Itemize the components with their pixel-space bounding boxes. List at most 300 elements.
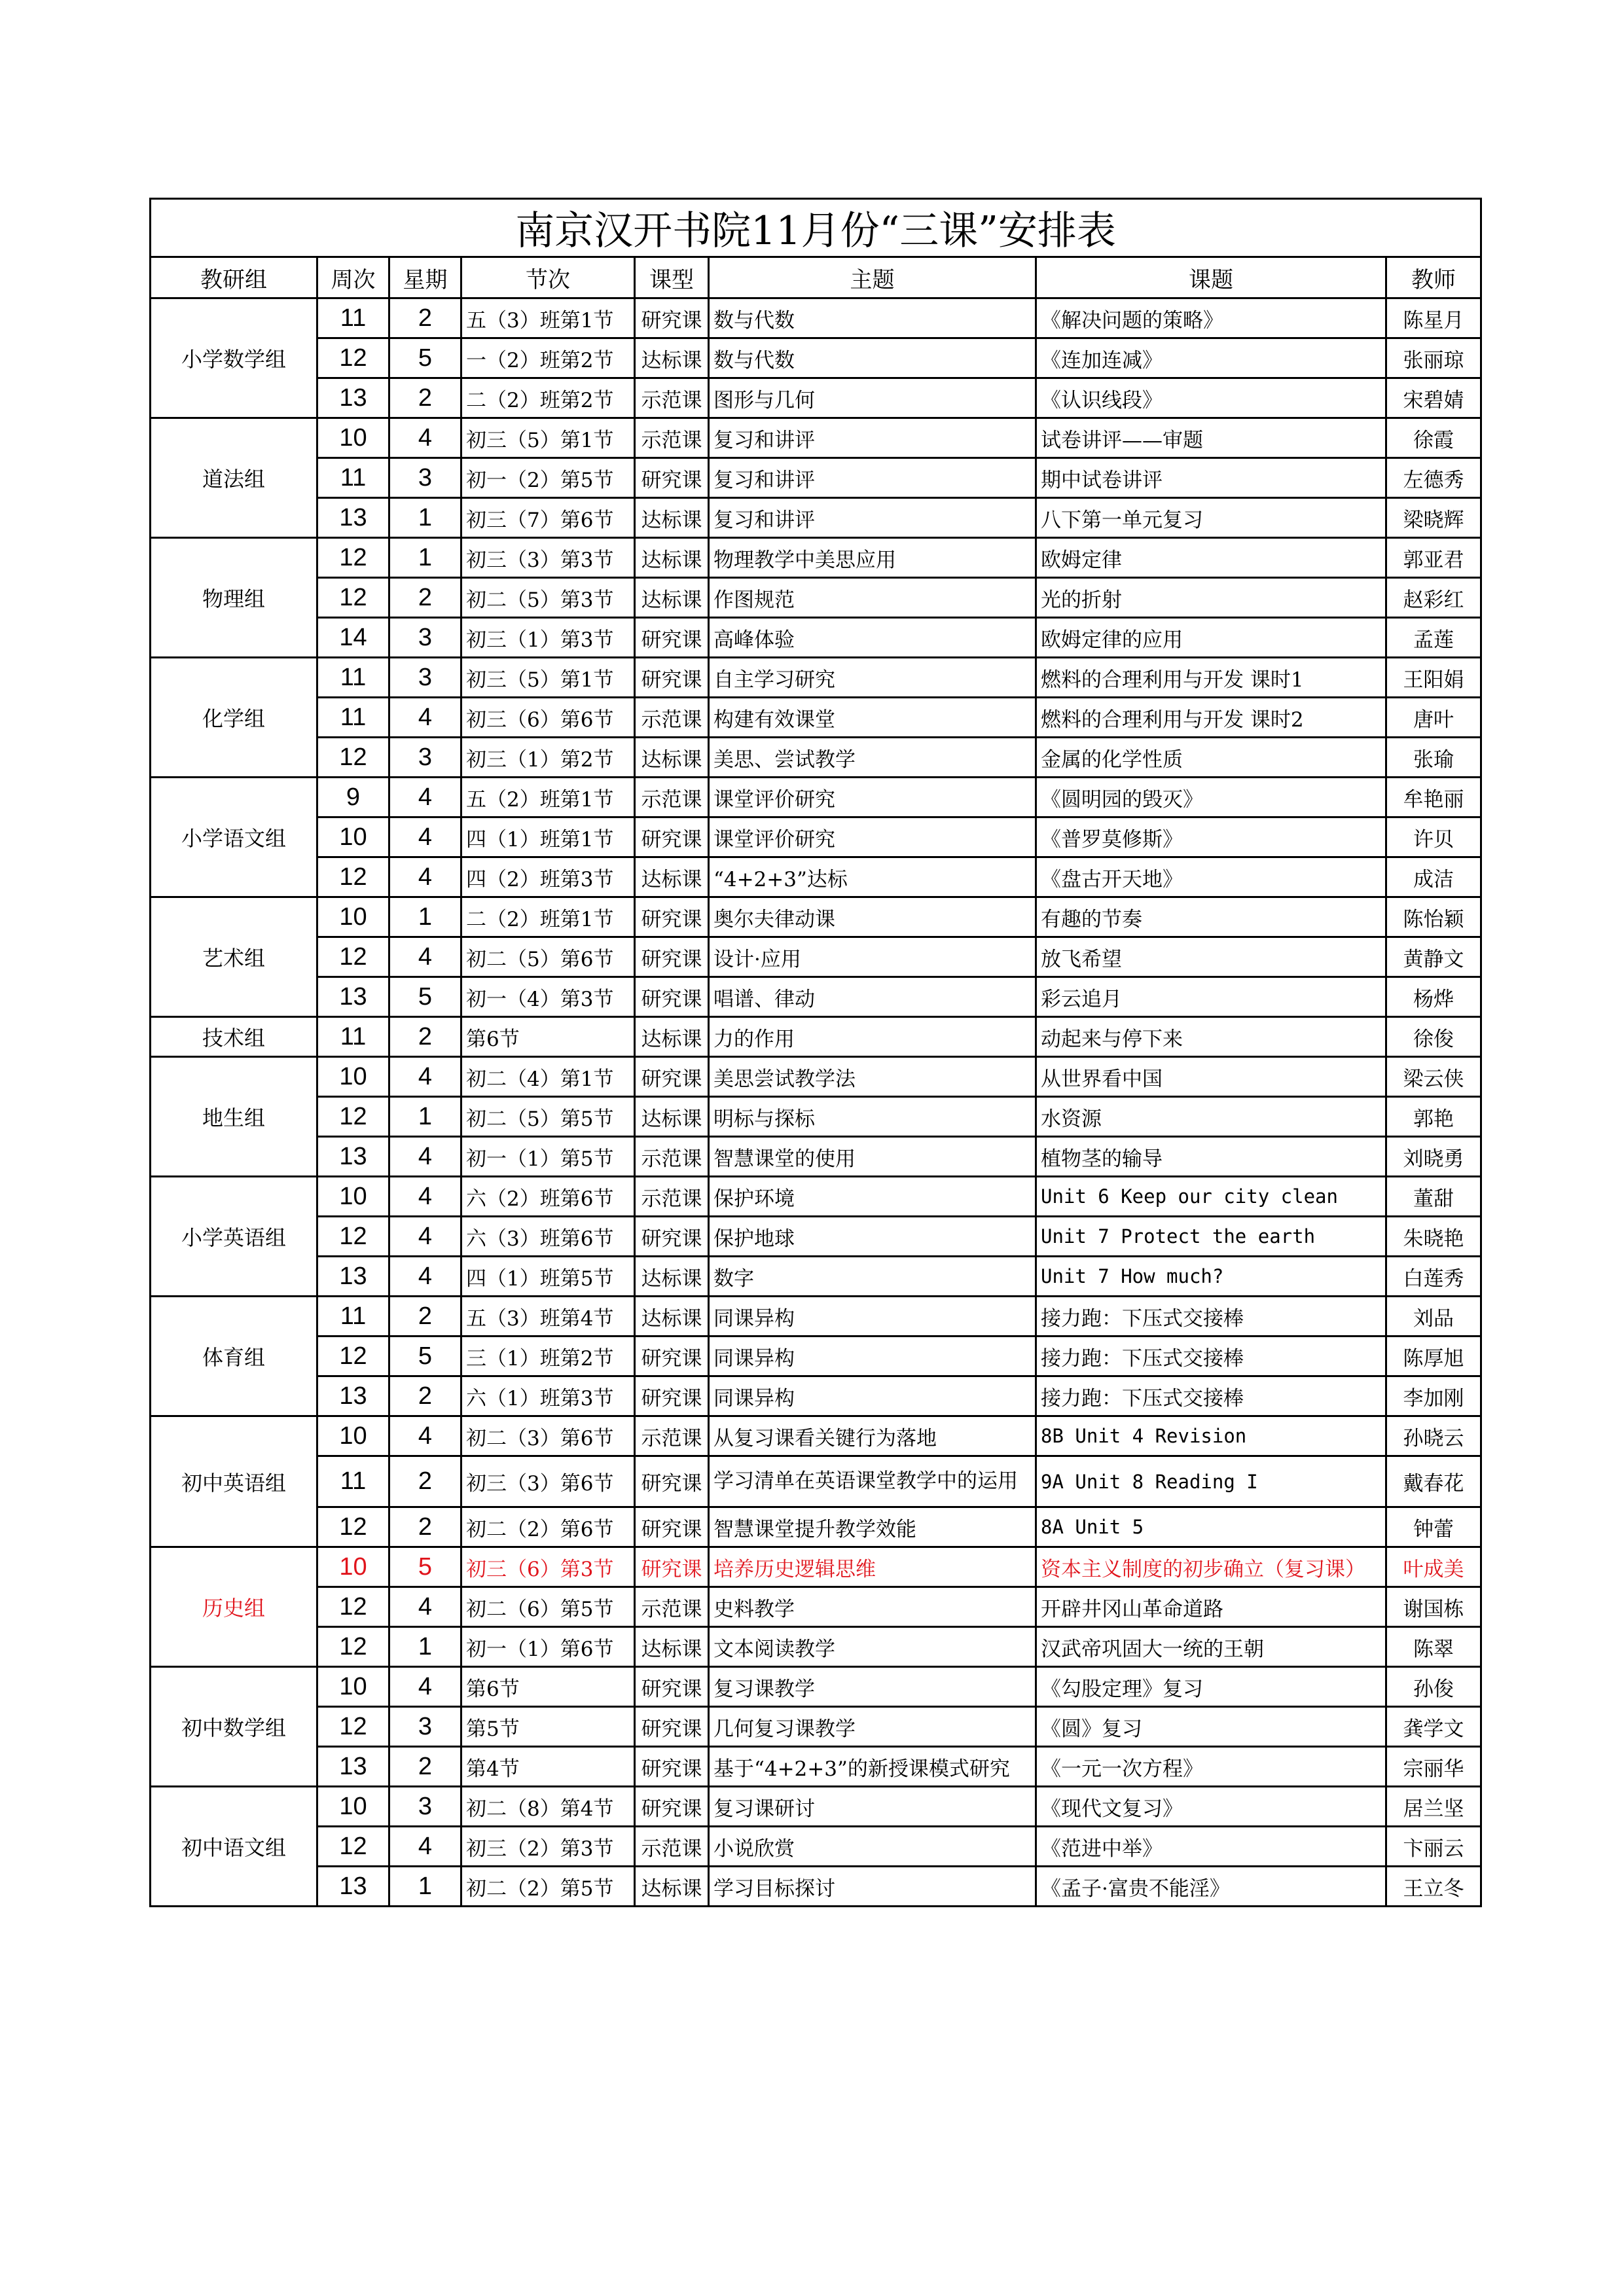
table-row [151, 618, 1481, 658]
lesson-type-cell: 研究课 [635, 1707, 709, 1747]
column-header: 教研组 [151, 257, 317, 298]
lesson-type-cell: 达标课 [635, 1297, 709, 1336]
lesson-type-cell: 示范课 [635, 418, 709, 458]
weekday-cell: 4 [389, 778, 461, 817]
lesson-type-cell: 达标课 [635, 538, 709, 578]
theme-cell: 几何复习课教学 [709, 1707, 1036, 1747]
period-cell: 初三（1）第3节 [461, 618, 635, 658]
weekday-cell: 1 [389, 1627, 461, 1667]
theme-cell: 文本阅读教学 [709, 1627, 1036, 1667]
column-header: 节次 [461, 257, 635, 298]
week-cell: 12 [317, 578, 389, 618]
lesson-type-cell: 研究课 [635, 817, 709, 857]
weekday-cell: 4 [389, 1587, 461, 1627]
group-name-cell: 艺术组 [151, 897, 317, 1017]
period-cell: 初二（2）第6节 [461, 1507, 635, 1547]
teacher-cell: 杨烨 [1386, 977, 1481, 1017]
weekday-cell: 2 [389, 1456, 461, 1507]
week-cell: 11 [317, 1456, 389, 1507]
table-row [151, 1507, 1481, 1547]
table-row [151, 578, 1481, 618]
table-row [151, 498, 1481, 538]
table-row [151, 1587, 1481, 1627]
table-row [151, 698, 1481, 738]
weekday-cell: 4 [389, 1667, 461, 1707]
group-name-cell: 道法组 [151, 418, 317, 538]
period-cell: 初二（5）第6节 [461, 937, 635, 977]
theme-cell: 设计·应用 [709, 937, 1036, 977]
topic-cell: 试卷讲评——审题 [1036, 418, 1386, 458]
week-cell: 14 [317, 618, 389, 658]
topic-cell: 欧姆定律的应用 [1036, 618, 1386, 658]
weekday-cell: 4 [389, 1257, 461, 1297]
teacher-cell: 谢国栋 [1386, 1587, 1481, 1627]
theme-cell: 数字 [709, 1257, 1036, 1297]
weekday-cell: 4 [389, 1217, 461, 1257]
lesson-type-cell: 达标课 [635, 738, 709, 778]
topic-cell: 接力跑：下压式交接棒 [1036, 1336, 1386, 1376]
theme-cell: “4+2+3”达标 [709, 857, 1036, 897]
teacher-cell: 赵彩红 [1386, 578, 1481, 618]
teacher-cell: 黄静文 [1386, 937, 1481, 977]
group-name-cell: 历史组 [151, 1547, 317, 1667]
group-name-cell: 地生组 [151, 1057, 317, 1177]
theme-cell: 从复习课看关键行为落地 [709, 1416, 1036, 1456]
teacher-cell: 陈怡颖 [1386, 897, 1481, 937]
week-cell: 10 [317, 817, 389, 857]
theme-cell: 小说欣赏 [709, 1827, 1036, 1867]
teacher-cell: 叶成美 [1386, 1547, 1481, 1587]
topic-cell: 《连加连减》 [1036, 338, 1386, 378]
teacher-cell: 董甜 [1386, 1177, 1481, 1217]
lesson-type-cell: 研究课 [635, 1787, 709, 1827]
lesson-type-cell: 研究课 [635, 1747, 709, 1787]
topic-cell: 资本主义制度的初步确立（复习课） [1036, 1547, 1386, 1587]
week-cell: 12 [317, 338, 389, 378]
theme-cell: 课堂评价研究 [709, 778, 1036, 817]
table-row [151, 458, 1481, 498]
weekday-cell: 2 [389, 378, 461, 418]
topic-cell: 汉武帝巩固大一统的王朝 [1036, 1627, 1386, 1667]
theme-cell: 复习课研讨 [709, 1787, 1036, 1827]
topic-cell: 9A Unit 8 Reading I [1036, 1456, 1386, 1507]
topic-cell: 《现代文复习》 [1036, 1787, 1386, 1827]
theme-cell: 智慧课堂的使用 [709, 1137, 1036, 1177]
period-cell: 第6节 [461, 1667, 635, 1707]
weekday-cell: 1 [389, 1867, 461, 1907]
teacher-cell: 孙晓云 [1386, 1416, 1481, 1456]
week-cell: 10 [317, 1787, 389, 1827]
lesson-type-cell: 达标课 [635, 1017, 709, 1057]
table-row [151, 1217, 1481, 1257]
topic-cell: 光的折射 [1036, 578, 1386, 618]
weekday-cell: 1 [389, 538, 461, 578]
table-row [151, 1456, 1481, 1507]
topic-cell: 8A Unit 5 [1036, 1507, 1386, 1547]
teacher-cell: 居兰坚 [1386, 1787, 1481, 1827]
week-cell: 10 [317, 1667, 389, 1707]
teacher-cell: 白莲秀 [1386, 1257, 1481, 1297]
table-row [151, 1257, 1481, 1297]
lesson-type-cell: 示范课 [635, 1587, 709, 1627]
table-row [151, 378, 1481, 418]
lesson-type-cell: 研究课 [635, 298, 709, 338]
lesson-type-cell: 示范课 [635, 1416, 709, 1456]
week-cell: 12 [317, 1097, 389, 1137]
week-cell: 9 [317, 778, 389, 817]
period-cell: 初一（4）第3节 [461, 977, 635, 1017]
lesson-type-cell: 研究课 [635, 937, 709, 977]
theme-cell: 构建有效课堂 [709, 698, 1036, 738]
theme-cell: 复习和讲评 [709, 458, 1036, 498]
lesson-type-cell: 研究课 [635, 1547, 709, 1587]
teacher-cell: 陈星月 [1386, 298, 1481, 338]
table-row [151, 937, 1481, 977]
column-header: 主题 [709, 257, 1036, 298]
week-cell: 10 [317, 1057, 389, 1097]
theme-cell: 高峰体验 [709, 618, 1036, 658]
period-cell: 初二（5）第5节 [461, 1097, 635, 1137]
topic-cell: 从世界看中国 [1036, 1057, 1386, 1097]
table-row [151, 1297, 1481, 1336]
table-row [151, 338, 1481, 378]
theme-cell: 自主学习研究 [709, 658, 1036, 698]
theme-cell: 基于“4+2+3”的新授课模式研究 [709, 1747, 1036, 1787]
teacher-cell: 刘品 [1386, 1297, 1481, 1336]
topic-cell: 彩云追月 [1036, 977, 1386, 1017]
period-cell: 初三（2）第3节 [461, 1827, 635, 1867]
theme-cell: 学习清单在英语课堂教学中的运用 [709, 1456, 1036, 1507]
period-cell: 四（1）班第5节 [461, 1257, 635, 1297]
period-cell: 六（3）班第6节 [461, 1217, 635, 1257]
lesson-type-cell: 达标课 [635, 1097, 709, 1137]
topic-cell: 《范进中举》 [1036, 1827, 1386, 1867]
theme-cell: 美思、尝试教学 [709, 738, 1036, 778]
column-header: 课题 [1036, 257, 1386, 298]
lesson-type-cell: 示范课 [635, 378, 709, 418]
lesson-type-cell: 研究课 [635, 1336, 709, 1376]
theme-cell: 培养历史逻辑思维 [709, 1547, 1036, 1587]
teacher-cell: 成洁 [1386, 857, 1481, 897]
week-cell: 13 [317, 1867, 389, 1907]
table-row [151, 298, 1481, 338]
weekday-cell: 2 [389, 1297, 461, 1336]
weekday-cell: 2 [389, 1747, 461, 1787]
weekday-cell: 1 [389, 1097, 461, 1137]
group-name-cell: 小学数学组 [151, 298, 317, 418]
week-cell: 10 [317, 897, 389, 937]
teacher-cell: 宋碧婧 [1386, 378, 1481, 418]
group-name-cell: 初中语文组 [151, 1787, 317, 1907]
period-cell: 二（2）班第1节 [461, 897, 635, 937]
topic-cell: 接力跑：下压式交接棒 [1036, 1376, 1386, 1416]
period-cell: 初三（7）第6节 [461, 498, 635, 538]
theme-cell: 物理教学中美思应用 [709, 538, 1036, 578]
lesson-type-cell: 达标课 [635, 1867, 709, 1907]
topic-cell: 植物茎的输导 [1036, 1137, 1386, 1177]
weekday-cell: 3 [389, 658, 461, 698]
period-cell: 初三（3）第3节 [461, 538, 635, 578]
week-cell: 13 [317, 378, 389, 418]
table-row [151, 1376, 1481, 1416]
topic-cell: Unit 7 Protect the earth [1036, 1217, 1386, 1257]
teacher-cell: 唐叶 [1386, 698, 1481, 738]
period-cell: 初二（5）第3节 [461, 578, 635, 618]
weekday-cell: 2 [389, 298, 461, 338]
theme-cell: 史料教学 [709, 1587, 1036, 1627]
table-row [151, 1177, 1481, 1217]
period-cell: 五（3）班第4节 [461, 1297, 635, 1336]
topic-cell: 《孟子·富贵不能淫》 [1036, 1867, 1386, 1907]
weekday-cell: 3 [389, 1707, 461, 1747]
period-cell: 初一（1）第5节 [461, 1137, 635, 1177]
weekday-cell: 2 [389, 578, 461, 618]
week-cell: 13 [317, 1137, 389, 1177]
table-row [151, 538, 1481, 578]
week-cell: 11 [317, 1297, 389, 1336]
theme-cell: 明标与探标 [709, 1097, 1036, 1137]
teacher-cell: 李加刚 [1386, 1376, 1481, 1416]
week-cell: 13 [317, 498, 389, 538]
table-row [151, 1097, 1481, 1137]
period-cell: 初一（1）第6节 [461, 1627, 635, 1667]
theme-cell: 学习目标探讨 [709, 1867, 1036, 1907]
teacher-cell: 龚学文 [1386, 1707, 1481, 1747]
period-cell: 初二（6）第5节 [461, 1587, 635, 1627]
table-row [151, 1336, 1481, 1376]
period-cell: 一（2）班第2节 [461, 338, 635, 378]
topic-cell: 期中试卷讲评 [1036, 458, 1386, 498]
weekday-cell: 2 [389, 1376, 461, 1416]
week-cell: 12 [317, 937, 389, 977]
theme-cell: 同课异构 [709, 1336, 1036, 1376]
teacher-cell: 宗丽华 [1386, 1747, 1481, 1787]
theme-cell: 数与代数 [709, 338, 1036, 378]
column-header: 教师 [1386, 257, 1481, 298]
weekday-cell: 4 [389, 1177, 461, 1217]
topic-cell: Unit 6 Keep our city clean [1036, 1177, 1386, 1217]
theme-cell: 复习课教学 [709, 1667, 1036, 1707]
period-cell: 第5节 [461, 1707, 635, 1747]
period-cell: 六（2）班第6节 [461, 1177, 635, 1217]
week-cell: 11 [317, 698, 389, 738]
teacher-cell: 梁云侠 [1386, 1057, 1481, 1097]
weekday-cell: 2 [389, 1507, 461, 1547]
group-name-cell: 技术组 [151, 1017, 317, 1057]
table-row [151, 1787, 1481, 1827]
lesson-type-cell: 研究课 [635, 1057, 709, 1097]
topic-cell: 《认识线段》 [1036, 378, 1386, 418]
weekday-cell: 5 [389, 977, 461, 1017]
lesson-type-cell: 研究课 [635, 658, 709, 698]
topic-cell: 《圆》复习 [1036, 1707, 1386, 1747]
column-header: 周次 [317, 257, 389, 298]
topic-cell: 水资源 [1036, 1097, 1386, 1137]
theme-cell: 图形与几何 [709, 378, 1036, 418]
theme-cell: 同课异构 [709, 1376, 1036, 1416]
lesson-type-cell: 达标课 [635, 498, 709, 538]
week-cell: 12 [317, 1627, 389, 1667]
topic-cell: 开辟井冈山革命道路 [1036, 1587, 1386, 1627]
column-header: 课型 [635, 257, 709, 298]
teacher-cell: 牟艳丽 [1386, 778, 1481, 817]
table-row [151, 817, 1481, 857]
weekday-cell: 3 [389, 738, 461, 778]
period-cell: 初二（2）第5节 [461, 1867, 635, 1907]
week-cell: 12 [317, 1336, 389, 1376]
period-cell: 初三（5）第1节 [461, 418, 635, 458]
theme-cell: 智慧课堂提升教学效能 [709, 1507, 1036, 1547]
teacher-cell: 孟莲 [1386, 618, 1481, 658]
table-row [151, 1667, 1481, 1707]
table-row [151, 418, 1481, 458]
teacher-cell: 梁晓辉 [1386, 498, 1481, 538]
period-cell: 二（2）班第2节 [461, 378, 635, 418]
table-row [151, 1137, 1481, 1177]
topic-cell: 接力跑：下压式交接棒 [1036, 1297, 1386, 1336]
period-cell: 初一（2）第5节 [461, 458, 635, 498]
group-name-cell: 初中英语组 [151, 1416, 317, 1547]
topic-cell: 金属的化学性质 [1036, 738, 1386, 778]
teacher-cell: 王阳娟 [1386, 658, 1481, 698]
lesson-type-cell: 示范课 [635, 778, 709, 817]
lesson-type-cell: 研究课 [635, 1217, 709, 1257]
group-name-cell: 物理组 [151, 538, 317, 658]
week-cell: 11 [317, 458, 389, 498]
period-cell: 六（1）班第3节 [461, 1376, 635, 1416]
lesson-type-cell: 研究课 [635, 458, 709, 498]
topic-cell: 欧姆定律 [1036, 538, 1386, 578]
teacher-cell: 孙俊 [1386, 1667, 1481, 1707]
week-cell: 13 [317, 977, 389, 1017]
topic-cell: 动起来与停下来 [1036, 1017, 1386, 1057]
theme-cell: 奥尔夫律动课 [709, 897, 1036, 937]
column-header: 星期 [389, 257, 461, 298]
week-cell: 10 [317, 1547, 389, 1587]
week-cell: 12 [317, 1587, 389, 1627]
topic-cell: 《盘古开天地》 [1036, 857, 1386, 897]
week-cell: 13 [317, 1376, 389, 1416]
lesson-type-cell: 达标课 [635, 1627, 709, 1667]
period-cell: 初二（4）第1节 [461, 1057, 635, 1097]
weekday-cell: 1 [389, 498, 461, 538]
topic-cell: 8B Unit 4 Revision [1036, 1416, 1386, 1456]
topic-cell: 燃料的合理利用与开发 课时1 [1036, 658, 1386, 698]
weekday-cell: 3 [389, 618, 461, 658]
weekday-cell: 4 [389, 857, 461, 897]
lesson-type-cell: 达标课 [635, 857, 709, 897]
topic-cell: 《一元一次方程》 [1036, 1747, 1386, 1787]
topic-cell: 《普罗莫修斯》 [1036, 817, 1386, 857]
weekday-cell: 4 [389, 1137, 461, 1177]
lesson-type-cell: 研究课 [635, 1667, 709, 1707]
period-cell: 初二（3）第6节 [461, 1416, 635, 1456]
group-name-cell: 小学语文组 [151, 778, 317, 897]
weekday-cell: 4 [389, 937, 461, 977]
weekday-cell: 1 [389, 897, 461, 937]
table-row [151, 1867, 1481, 1907]
topic-cell: Unit 7 How much? [1036, 1257, 1386, 1297]
lesson-type-cell: 示范课 [635, 698, 709, 738]
period-cell: 第6节 [461, 1017, 635, 1057]
week-cell: 12 [317, 738, 389, 778]
week-cell: 13 [317, 1257, 389, 1297]
weekday-cell: 4 [389, 1827, 461, 1867]
lesson-type-cell: 达标课 [635, 578, 709, 618]
theme-cell: 复习和讲评 [709, 498, 1036, 538]
lesson-type-cell: 达标课 [635, 1257, 709, 1297]
table-row [151, 1827, 1481, 1867]
teacher-cell: 许贝 [1386, 817, 1481, 857]
teacher-cell: 陈翠 [1386, 1627, 1481, 1667]
week-cell: 11 [317, 658, 389, 698]
week-cell: 11 [317, 298, 389, 338]
teacher-cell: 陈厚旭 [1386, 1336, 1481, 1376]
lesson-type-cell: 研究课 [635, 897, 709, 937]
period-cell: 四（1）班第1节 [461, 817, 635, 857]
table-row [151, 1627, 1481, 1667]
group-name-cell: 体育组 [151, 1297, 317, 1416]
theme-cell: 保护环境 [709, 1177, 1036, 1217]
period-cell: 初三（5）第1节 [461, 658, 635, 698]
period-cell: 初三（6）第3节 [461, 1547, 635, 1587]
topic-cell: 燃料的合理利用与开发 课时2 [1036, 698, 1386, 738]
table-row [151, 1707, 1481, 1747]
period-cell: 初三（3）第6节 [461, 1456, 635, 1507]
group-name-cell: 化学组 [151, 658, 317, 778]
weekday-cell: 4 [389, 418, 461, 458]
teacher-cell: 徐俊 [1386, 1017, 1481, 1057]
teacher-cell: 左德秀 [1386, 458, 1481, 498]
period-cell: 三（1）班第2节 [461, 1336, 635, 1376]
period-cell: 五（3）班第1节 [461, 298, 635, 338]
period-cell: 五（2）班第1节 [461, 778, 635, 817]
weekday-cell: 5 [389, 1547, 461, 1587]
lesson-type-cell: 研究课 [635, 618, 709, 658]
period-cell: 四（2）班第3节 [461, 857, 635, 897]
theme-cell: 力的作用 [709, 1017, 1036, 1057]
topic-cell: 《圆明园的毁灭》 [1036, 778, 1386, 817]
lesson-type-cell: 示范课 [635, 1137, 709, 1177]
schedule-table [149, 198, 1482, 1907]
week-cell: 13 [317, 1747, 389, 1787]
period-cell: 初二（8）第4节 [461, 1787, 635, 1827]
table-row [151, 1747, 1481, 1787]
week-cell: 10 [317, 1177, 389, 1217]
weekday-cell: 4 [389, 1416, 461, 1456]
topic-cell: 《勾股定理》复习 [1036, 1667, 1386, 1707]
week-cell: 12 [317, 1707, 389, 1747]
teacher-cell: 朱晓艳 [1386, 1217, 1481, 1257]
teacher-cell: 钟蕾 [1386, 1507, 1481, 1547]
weekday-cell: 5 [389, 338, 461, 378]
week-cell: 12 [317, 857, 389, 897]
theme-cell: 课堂评价研究 [709, 817, 1036, 857]
teacher-cell: 徐霞 [1386, 418, 1481, 458]
weekday-cell: 2 [389, 1017, 461, 1057]
lesson-type-cell: 示范课 [635, 1827, 709, 1867]
teacher-cell: 戴春花 [1386, 1456, 1481, 1507]
topic-cell: 八下第一单元复习 [1036, 498, 1386, 538]
lesson-type-cell: 研究课 [635, 1456, 709, 1507]
weekday-cell: 3 [389, 458, 461, 498]
week-cell: 12 [317, 1827, 389, 1867]
weekday-cell: 4 [389, 817, 461, 857]
lesson-type-cell: 研究课 [635, 1507, 709, 1547]
table-row [151, 1547, 1481, 1587]
week-cell: 12 [317, 1217, 389, 1257]
table-row [151, 857, 1481, 897]
